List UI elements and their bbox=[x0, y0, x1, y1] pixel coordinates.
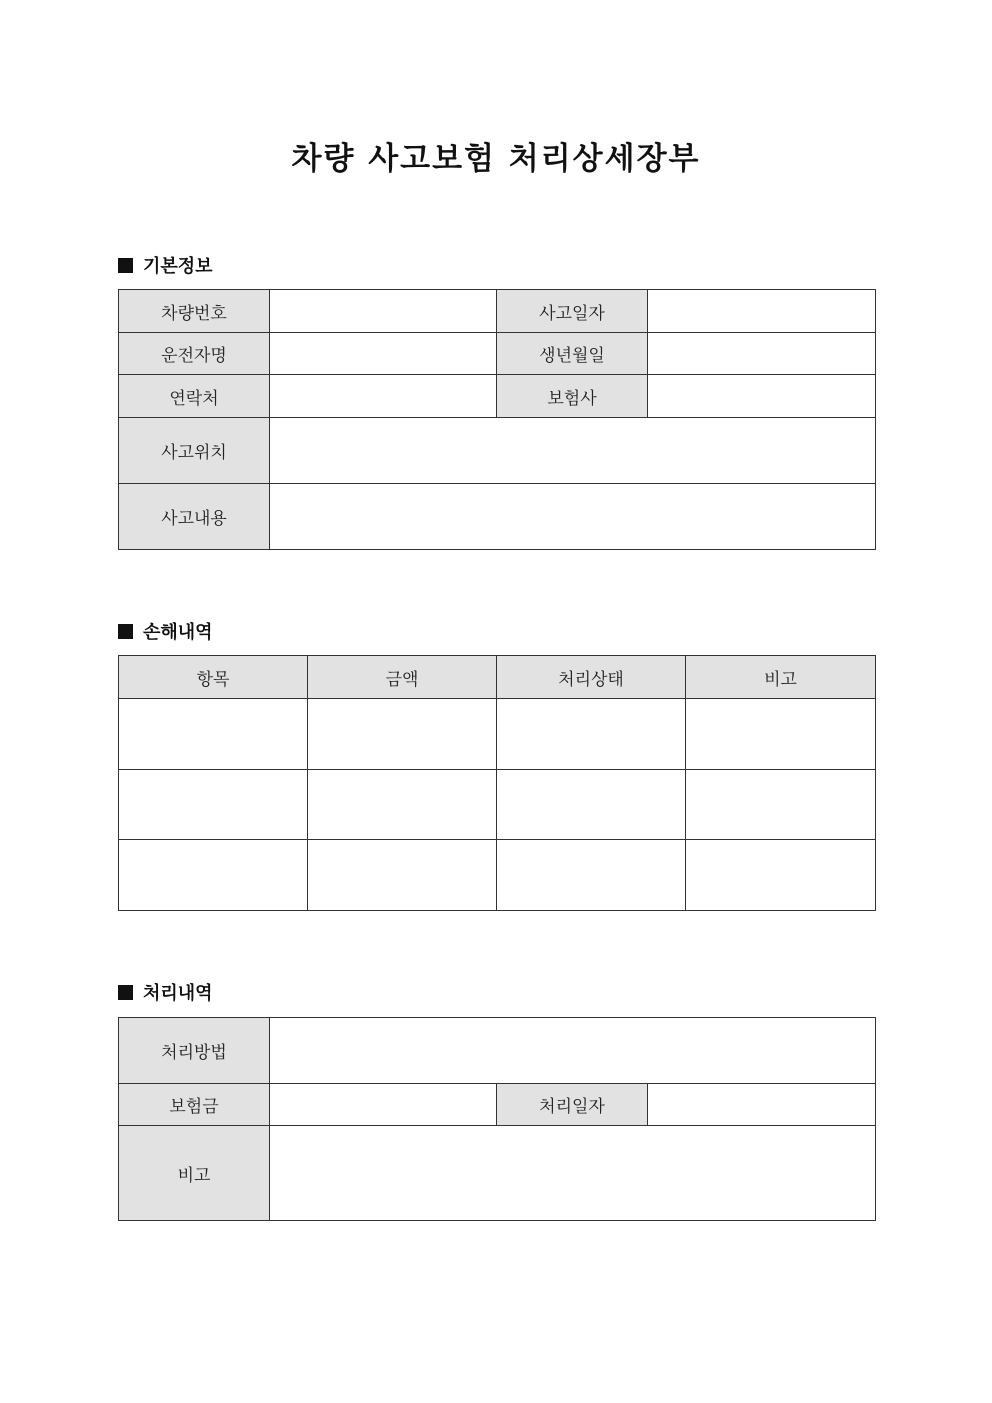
section-heading-label: 손해내역 bbox=[143, 622, 213, 643]
birth-date-label: 생년월일 bbox=[497, 333, 648, 375]
square-bullet-icon bbox=[118, 258, 133, 273]
method-field[interactable] bbox=[270, 1018, 876, 1084]
driver-name-field[interactable] bbox=[270, 333, 497, 375]
item-cell[interactable] bbox=[119, 770, 308, 840]
column-header-item: 항목 bbox=[119, 656, 308, 699]
contact-field[interactable] bbox=[270, 375, 497, 418]
insurer-label: 보험사 bbox=[497, 375, 648, 418]
accident-details-label: 사고내용 bbox=[119, 484, 270, 550]
method-label: 처리방법 bbox=[119, 1018, 270, 1084]
square-bullet-icon bbox=[118, 624, 133, 639]
section-heading-basic bbox=[118, 254, 213, 276]
accident-date-label: 사고일자 bbox=[497, 290, 648, 333]
car-number-label: 차량번호 bbox=[119, 290, 270, 333]
accident-location-label: 사고위치 bbox=[119, 418, 270, 484]
table-row bbox=[119, 699, 876, 770]
status-cell[interactable] bbox=[497, 840, 686, 911]
item-cell[interactable] bbox=[119, 699, 308, 770]
processed-date-field[interactable] bbox=[648, 1084, 876, 1126]
accident-details-field[interactable] bbox=[270, 484, 876, 550]
amount-cell[interactable] bbox=[308, 770, 497, 840]
column-header-status: 처리상태 bbox=[497, 656, 686, 699]
amount-cell[interactable] bbox=[308, 699, 497, 770]
remarks-cell[interactable] bbox=[686, 770, 876, 840]
accident-date-field[interactable] bbox=[648, 290, 876, 333]
remarks-cell[interactable] bbox=[686, 699, 876, 770]
amount-cell[interactable] bbox=[308, 840, 497, 911]
accident-location-field[interactable] bbox=[270, 418, 876, 484]
square-bullet-icon bbox=[118, 985, 133, 1000]
section-heading-label: 기본정보 bbox=[143, 256, 213, 277]
driver-name-label: 운전자명 bbox=[119, 333, 270, 375]
insurance-amount-label: 보험금 bbox=[119, 1084, 270, 1126]
damage-header-row bbox=[119, 656, 876, 699]
section-heading-processing bbox=[118, 981, 213, 1003]
remarks-cell[interactable] bbox=[686, 840, 876, 911]
section-heading-damage bbox=[118, 620, 213, 642]
contact-label: 연락처 bbox=[119, 375, 270, 418]
car-number-field[interactable] bbox=[270, 290, 497, 333]
status-cell[interactable] bbox=[497, 699, 686, 770]
section-heading-label: 처리내역 bbox=[143, 983, 213, 1004]
processed-date-label: 처리일자 bbox=[497, 1084, 648, 1126]
column-header-amount: 금액 bbox=[308, 656, 497, 699]
remarks-field[interactable] bbox=[270, 1126, 876, 1221]
insurance-amount-field[interactable] bbox=[270, 1084, 497, 1126]
table-row bbox=[119, 770, 876, 840]
damage-table bbox=[118, 655, 876, 911]
remarks-label: 비고 bbox=[119, 1126, 270, 1221]
processing-table bbox=[118, 1017, 876, 1221]
item-cell[interactable] bbox=[119, 840, 308, 911]
basic-info-table bbox=[118, 289, 876, 550]
column-header-remarks: 비고 bbox=[686, 656, 876, 699]
table-row bbox=[119, 840, 876, 911]
page-title: 차량 사고보험 처리상세장부 bbox=[291, 141, 701, 177]
birth-date-field[interactable] bbox=[648, 333, 876, 375]
insurer-field[interactable] bbox=[648, 375, 876, 418]
status-cell[interactable] bbox=[497, 770, 686, 840]
